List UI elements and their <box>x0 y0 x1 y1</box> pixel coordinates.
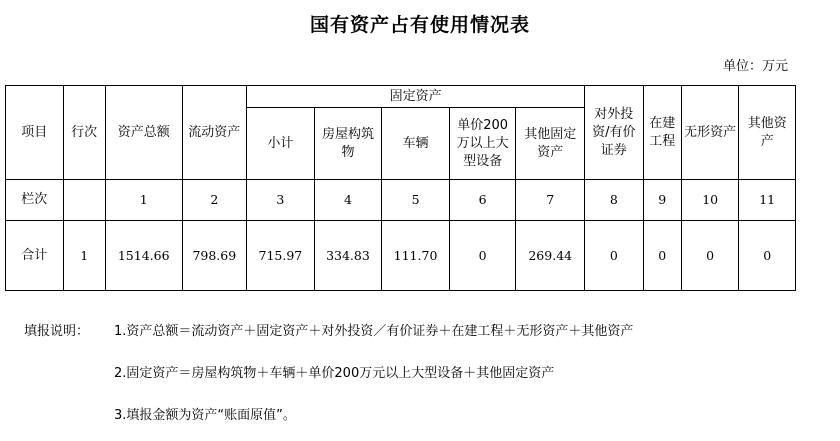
header-intangible: 无形资产 <box>681 86 739 180</box>
header-other-assets: 其他资产 <box>739 86 796 180</box>
asset-table <box>5 85 796 291</box>
header-vehicles: 车辆 <box>382 108 450 180</box>
column-number-cell: 6 <box>449 180 516 221</box>
total-row <box>6 221 796 291</box>
total-cell: 111.70 <box>382 221 450 291</box>
column-number-cell: 8 <box>585 180 644 221</box>
column-number-cell: 7 <box>516 180 585 221</box>
total-cell: 269.44 <box>516 221 585 291</box>
total-cell: 0 <box>681 221 739 291</box>
column-number-cell: 5 <box>382 180 450 221</box>
column-number-cell: 10 <box>681 180 739 221</box>
column-number-cell: 11 <box>739 180 796 221</box>
total-label: 合计 <box>6 221 64 291</box>
notes-label: 填报说明： <box>24 324 90 339</box>
header-current-assets: 流动资产 <box>182 86 247 180</box>
header-fixed-assets-group: 固定资产 <box>247 86 585 108</box>
header-item: 项目 <box>6 86 64 180</box>
page-title: 国有资产占有使用情况表 <box>309 14 530 36</box>
column-number-cell: 3 <box>247 180 315 221</box>
total-cell: 715.97 <box>247 221 315 291</box>
column-number-label: 栏次 <box>6 180 64 221</box>
column-number-cell <box>63 180 105 221</box>
header-other-fixed: 其他固定资产 <box>516 108 585 180</box>
total-cell: 0 <box>449 221 516 291</box>
column-number-cell: 9 <box>643 180 681 221</box>
total-cell: 798.69 <box>182 221 247 291</box>
header-large-equipment: 单价200万以上大型设备 <box>449 108 516 180</box>
column-number-cell: 2 <box>182 180 247 221</box>
note-line: 1.资产总额＝流动资产＋固定资产＋对外投资／有价证券＋在建工程＋无形资产＋其他资产 <box>114 324 634 339</box>
total-cell: 0 <box>739 221 796 291</box>
total-cell: 0 <box>643 221 681 291</box>
note-line: 3.填报金额为资产“账面原值”。 <box>114 408 296 423</box>
unit-label: 单位：万元 <box>722 59 788 74</box>
total-cell: 0 <box>585 221 644 291</box>
header-row-no: 行次 <box>63 86 105 180</box>
header-total-assets: 资产总额 <box>105 86 182 180</box>
header-investments: 对外投资/有价证券 <box>585 86 644 180</box>
note-line: 2.固定资产＝房屋构筑物＋车辆＋单价200万元以上大型设备＋其他固定资产 <box>114 366 555 381</box>
total-cell: 334.83 <box>314 221 382 291</box>
header-construction: 在建工程 <box>643 86 681 180</box>
total-cell: 1514.66 <box>105 221 182 291</box>
column-number-cell: 1 <box>105 180 182 221</box>
header-buildings: 房屋构筑物 <box>314 108 382 180</box>
header-subtotal: 小计 <box>247 108 315 180</box>
header-row-1 <box>6 86 796 108</box>
column-number-row <box>6 180 796 221</box>
column-number-cell: 4 <box>314 180 382 221</box>
total-row-no: 1 <box>63 221 105 291</box>
